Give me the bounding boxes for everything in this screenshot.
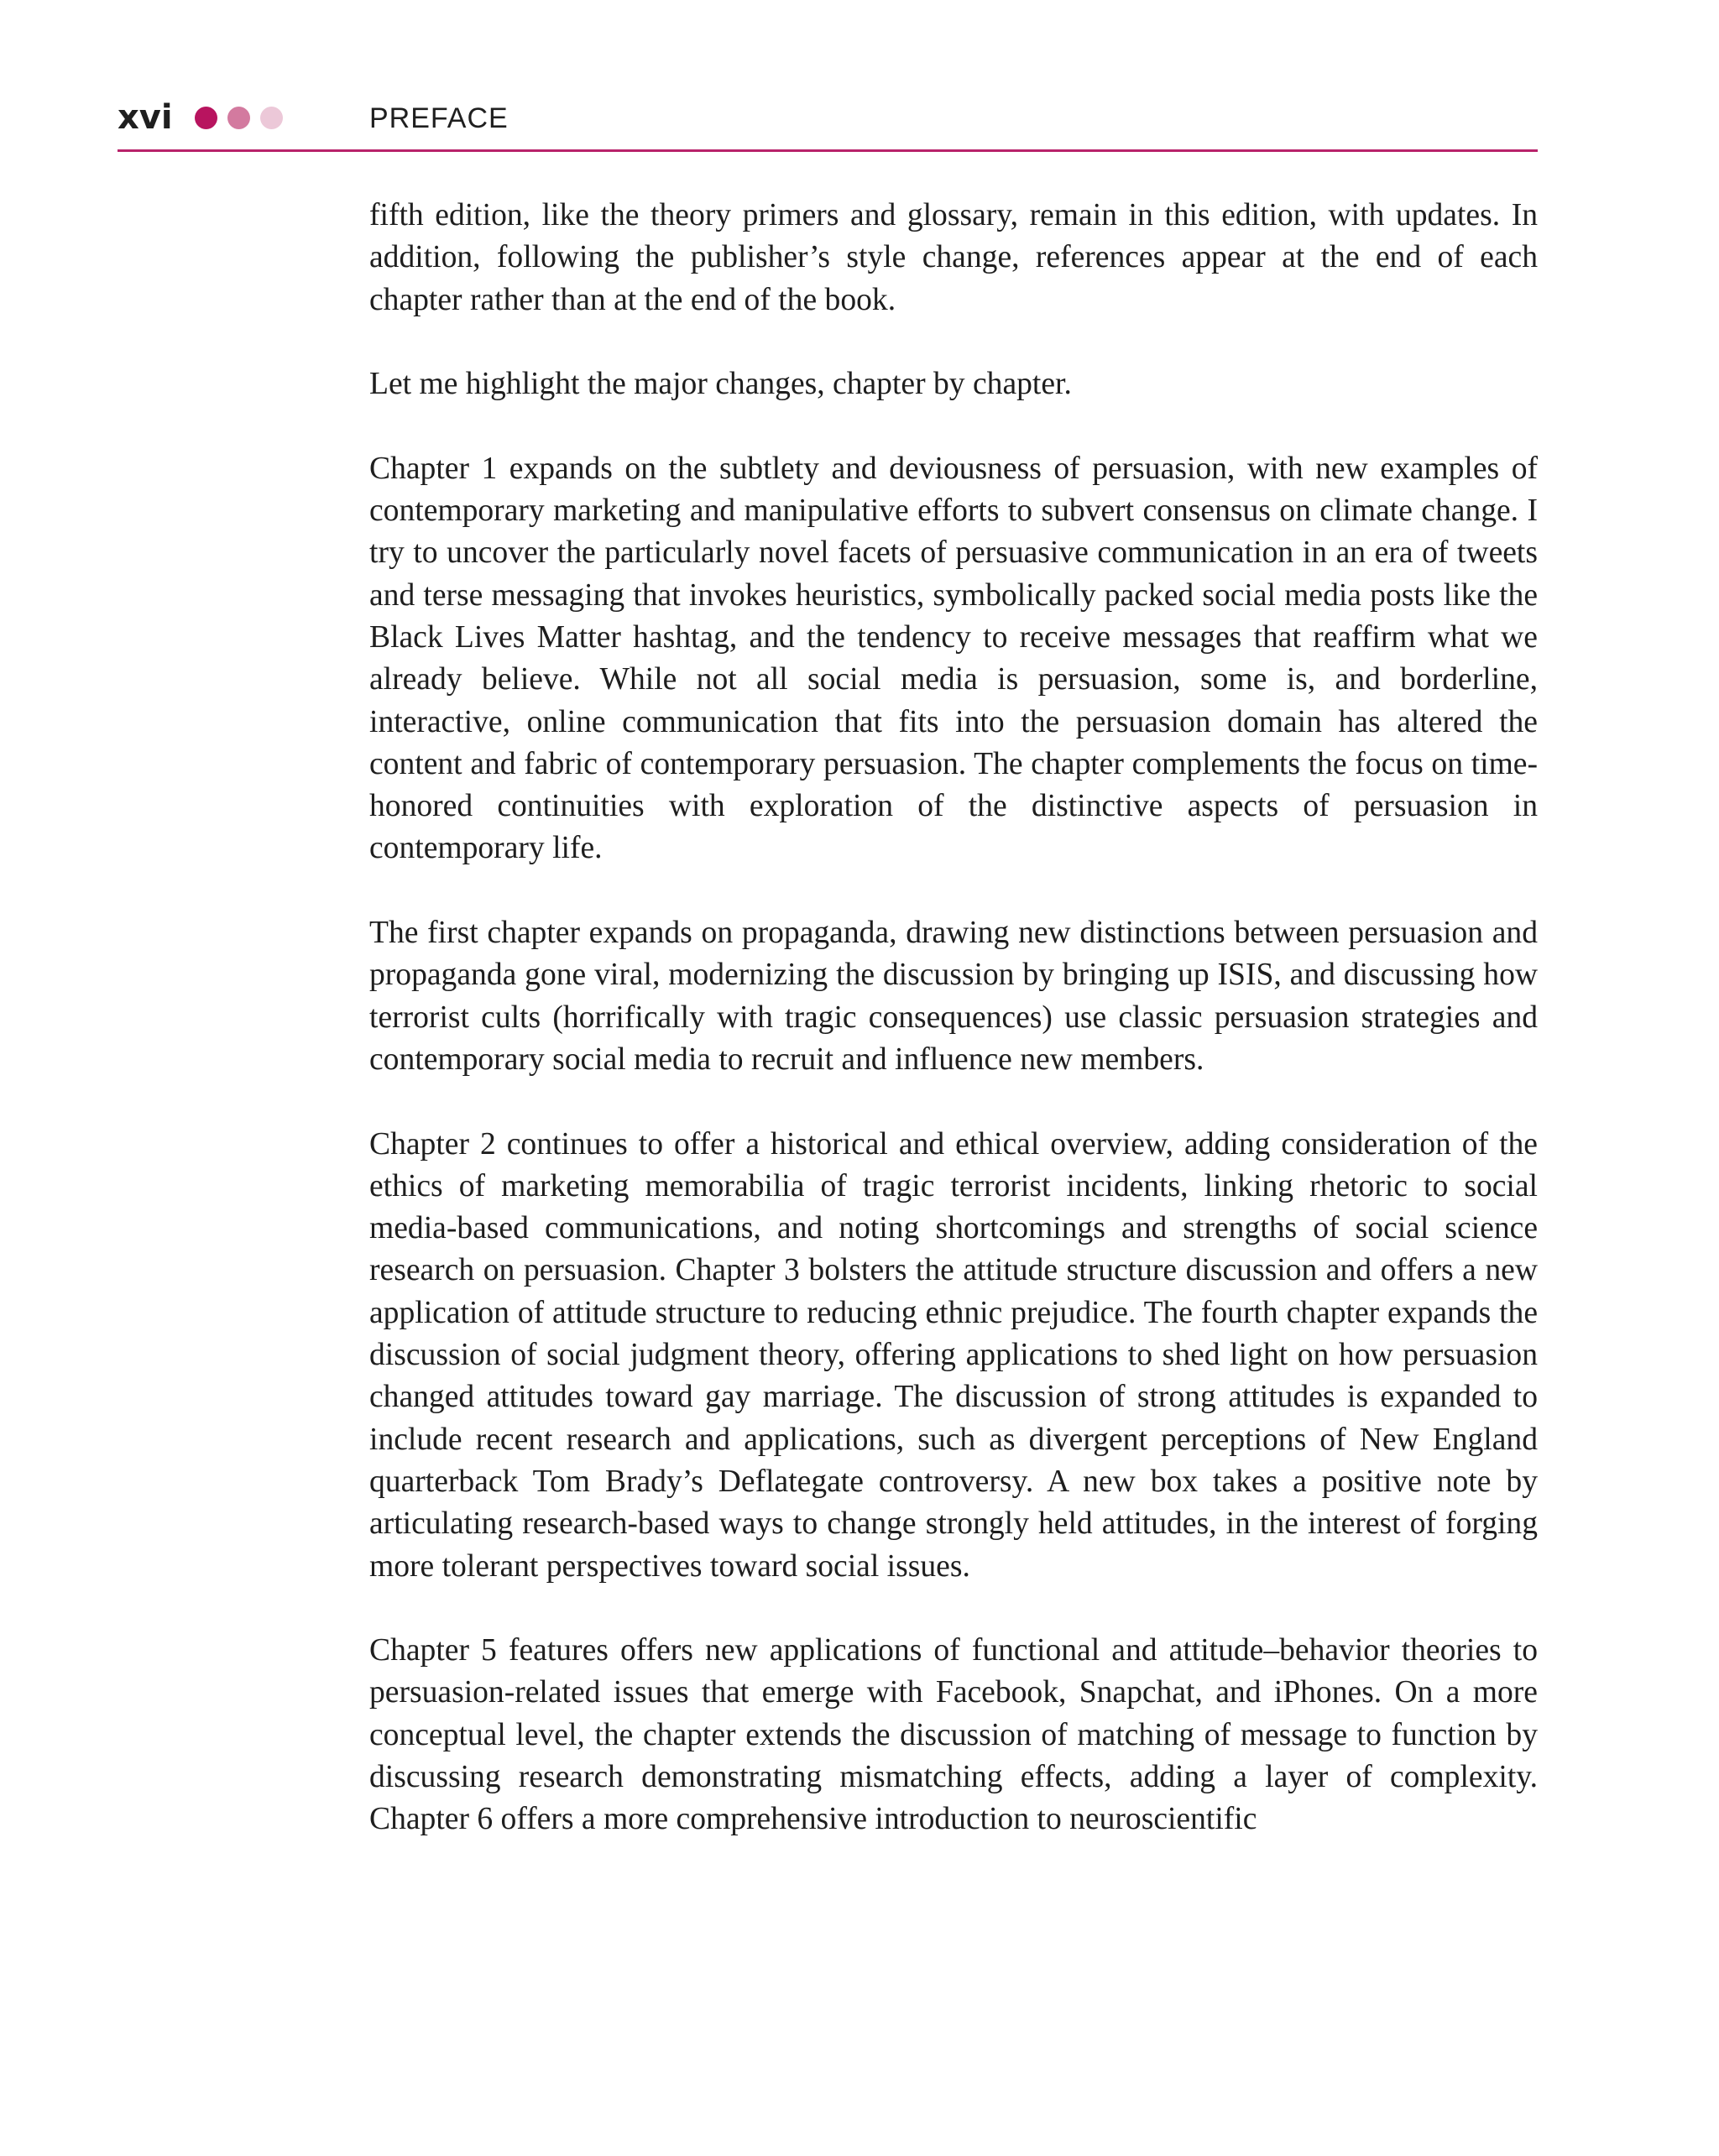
page-number: xvi	[118, 98, 173, 137]
paragraph: Chapter 2 continues to offer a historical and ethical overview, adding consideration of the ethics of marketing memorabilia of tragic terrorist incidents, linking rhetoric to social media-based communications, and noting shortcomings and strengths of social science research on persuasion. Chapter 3 bolsters the attitude structure discussion and offers a new application of attitude structure to reducing ethnic prejudice. The fourth chapter expands the discussion of social judgment theory, offering applications to shed light on how persuasion changed attitudes toward gay marriage. The discussion of strong attitudes is expanded to include recent research and applications, such as divergent perceptions of New England quarterback Tom Brady’s Deflategate controversy. A new box takes a positive note by articulating research-based ways to change strongly held attitudes, in the interest of forging more tolerant perspectives toward social issues.	[369, 1126, 1538, 1584]
paragraph: Chapter 1 expands on the subtlety and deviousness of persuasion, with new examples of contemporary marketing and manipulative efforts to subvert consensus on climate change. I try to uncover the particularly novel facets of persuasive communication in an era of tweets and terse messaging that invokes heuristics, symbolically packed social media posts like the Black Lives Matter hashtag, and the tendency to receive messages that reaffirm what we already believe. While not all social media is persuasion, some is, and borderline, interactive, online communication that fits into the persuasion domain has altered the content and fabric of contemporary persuasion. The chapter complements the focus on time-honored continuities with exploration of the distinctive aspects of persuasion in contemporary life.	[369, 451, 1538, 866]
paragraph: Chapter 5 features offers new applications of functional and attitude–behavior theories to persuasion-related issues that emerge with Facebook, Snapchat, and iPhones. On a more conceptual level, the chapter extends the discussion of matching of message to function by discussing research demonstrating mismatching effects, adding a layer of complexity. Chapter 6 offers a more comprehensive introduction to neuroscientific	[369, 1633, 1538, 1837]
running-head: PREFACE	[369, 102, 509, 134]
dot-icon	[195, 107, 217, 129]
paragraph: fifth edition, like the theory primers and glossary, remain in this edition, with updates. In addition, following the publisher’s style change, references appear at the end of each chapter rather than at the end of the book.	[369, 198, 1538, 317]
dot-icon	[260, 107, 283, 129]
body-text	[369, 195, 1538, 1883]
paragraph: The first chapter expands on propaganda, drawing new distinctions between persuasion and propaganda gone viral, modernizing the discussion by bringing up ISIS, and discussing how terrorist cults (horrifically with tragic consequences) use classic persuasion strategies and contemporary social media to recruit and influence new members.	[369, 916, 1538, 1077]
page-header	[118, 94, 1538, 152]
paragraph: Let me highlight the major changes, chapter by chapter.	[369, 367, 1072, 402]
dot-icon	[227, 107, 250, 129]
